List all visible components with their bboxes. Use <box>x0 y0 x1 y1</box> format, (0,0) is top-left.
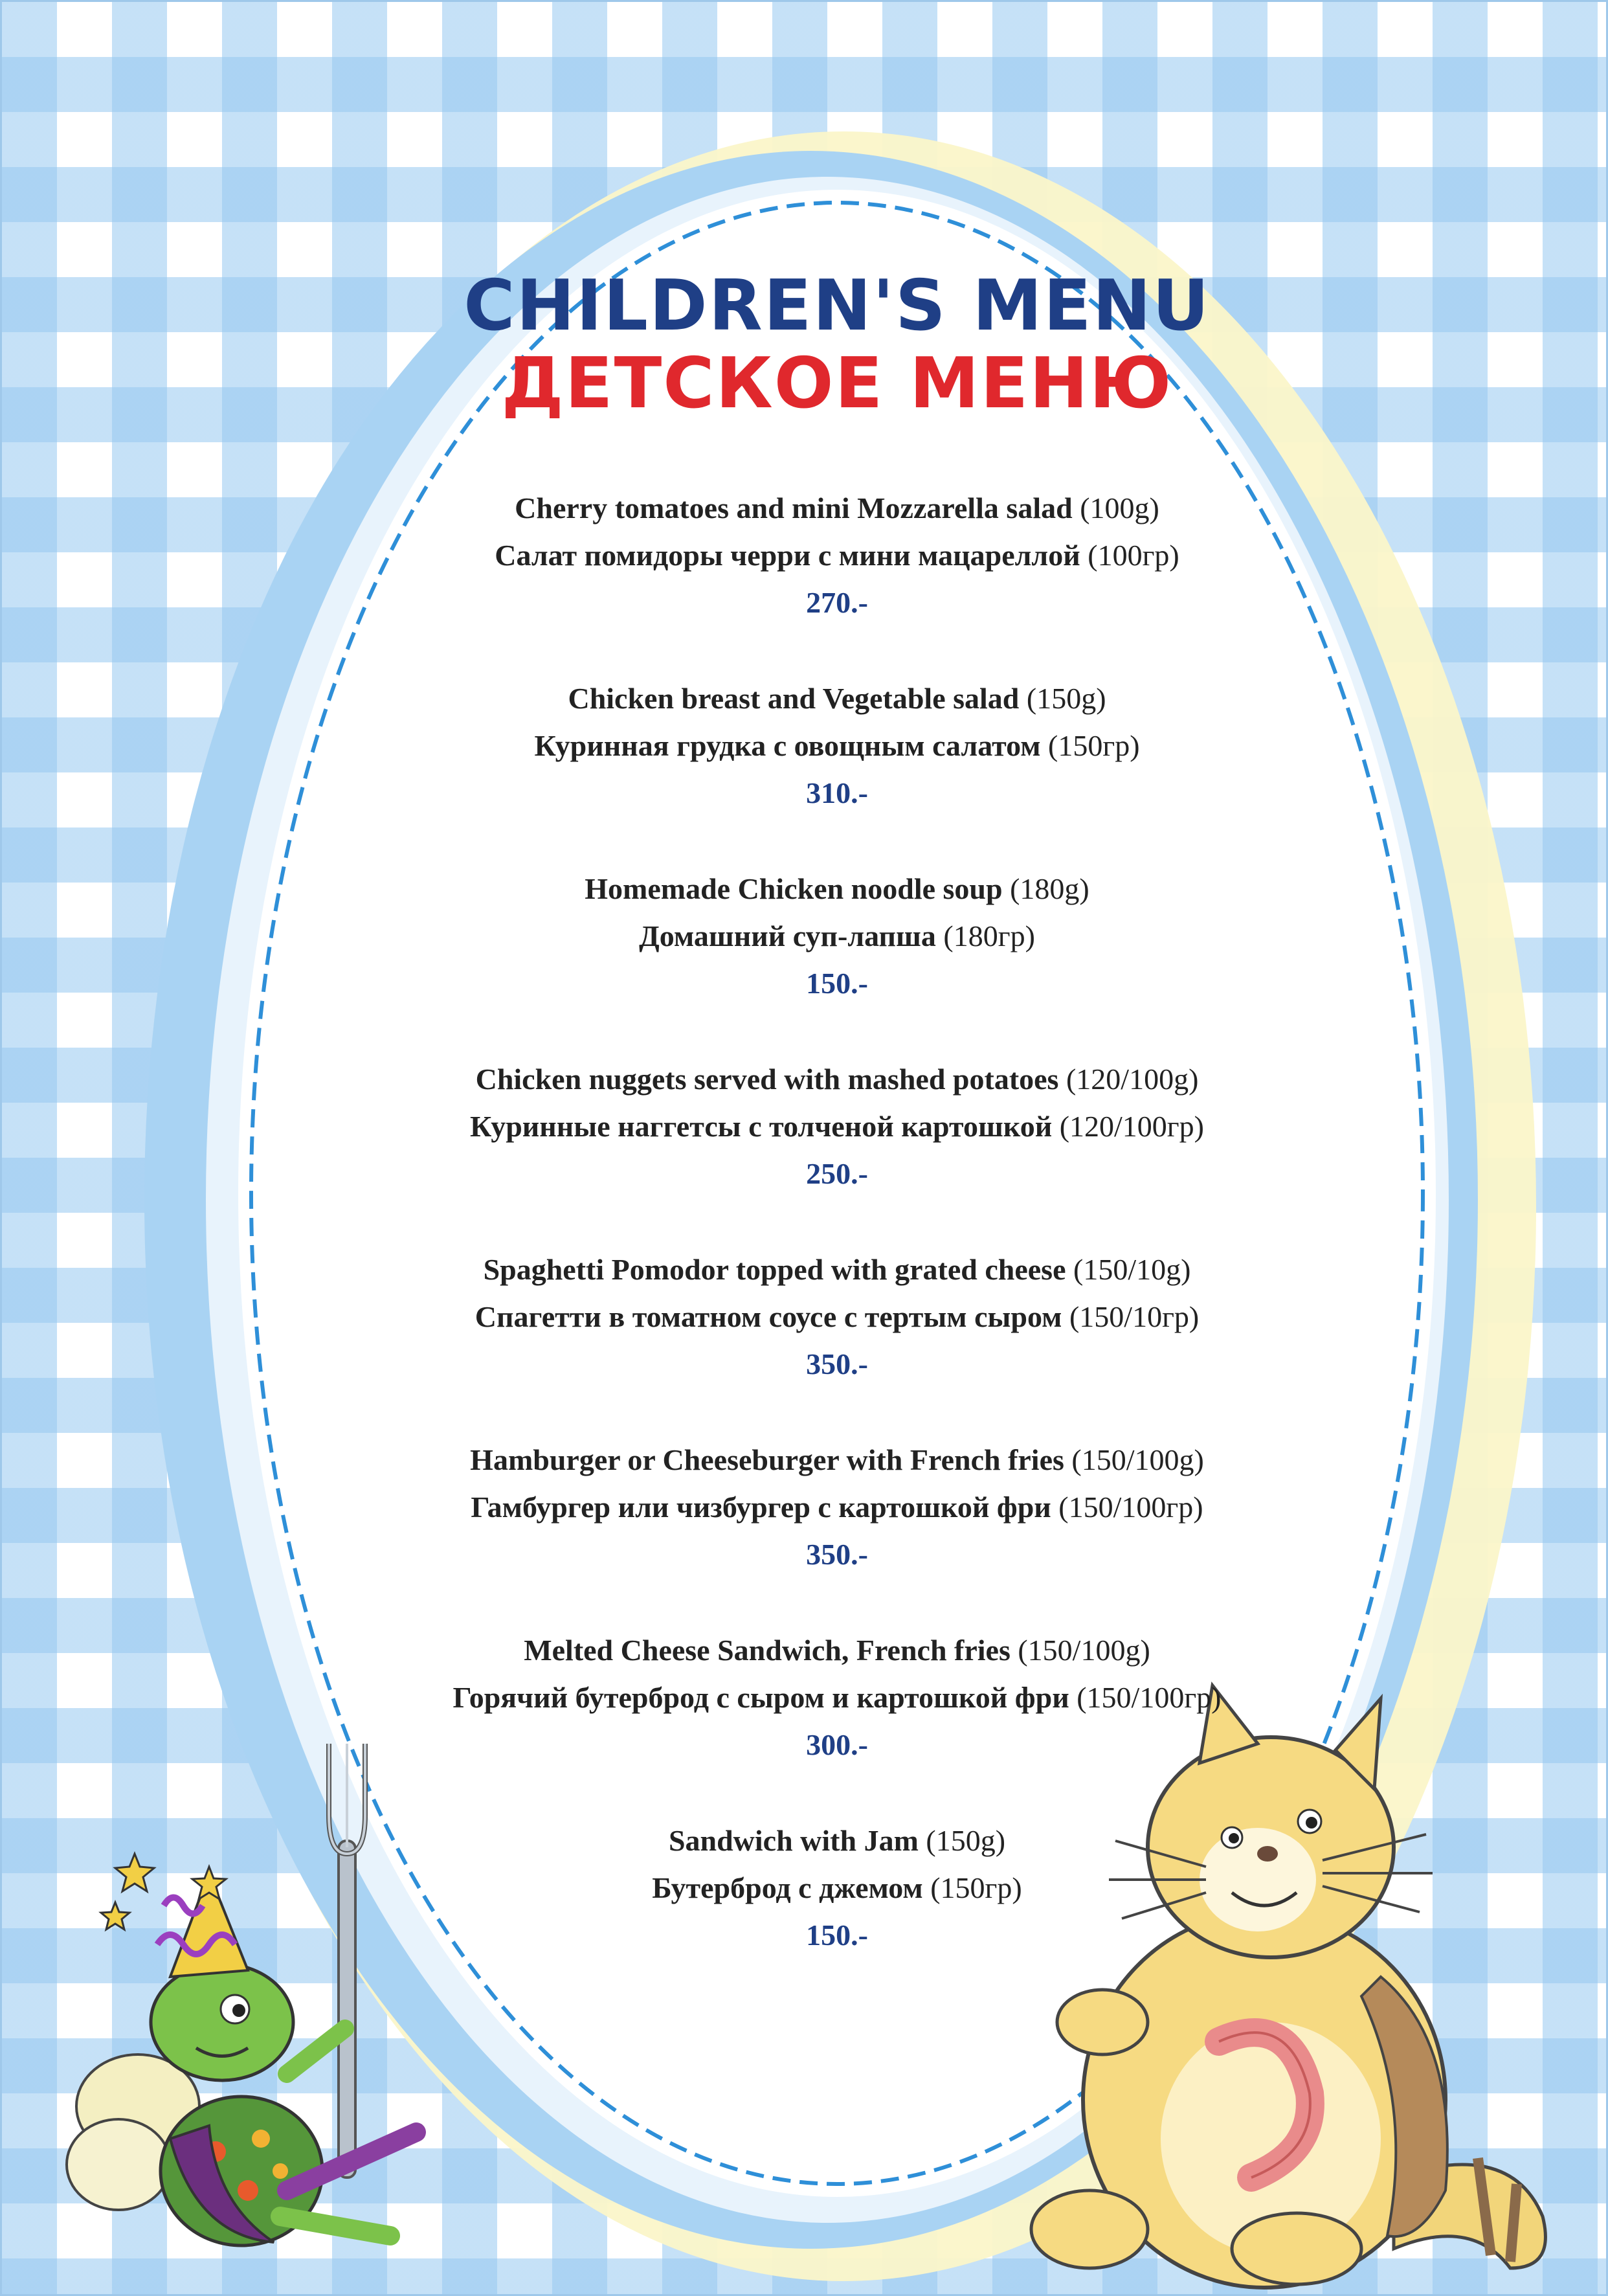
item-weight-en: (150/100g) <box>1071 1443 1204 1476</box>
item-name-en: Chicken nuggets served with mashed potatoes <box>475 1063 1059 1096</box>
item-name-ru: Домашний суп-лапша <box>639 919 936 952</box>
item-price: 150.- <box>806 1919 868 1952</box>
item-english-line <box>326 1246 1348 1293</box>
item-price: 250.- <box>806 1157 868 1190</box>
item-russian-line <box>326 1293 1348 1340</box>
item-name-ru: Бутерброд с джемом <box>652 1871 923 1904</box>
item-russian-line <box>326 1864 1348 1911</box>
menu-item <box>326 675 1348 816</box>
item-price: 270.- <box>806 586 868 619</box>
item-weight-en: (150/100g) <box>1018 1634 1150 1667</box>
item-price: 300.- <box>806 1728 868 1761</box>
menu-item <box>326 484 1348 626</box>
item-russian-line <box>326 1674 1348 1721</box>
menu-item <box>326 1246 1348 1388</box>
item-name-ru: Горячий бутерброд с сыром и картошкой фри <box>452 1681 1069 1714</box>
item-english-line <box>326 1436 1348 1483</box>
menu-content <box>326 267 1348 2007</box>
item-weight-ru: (150/10гр) <box>1069 1300 1200 1333</box>
item-russian-line <box>326 1483 1348 1531</box>
item-weight-ru: (150гр) <box>930 1871 1022 1904</box>
menu-item <box>326 1436 1348 1578</box>
item-weight-en: (150g) <box>926 1824 1006 1857</box>
item-name-en: Hamburger or Cheeseburger with French fries <box>470 1443 1064 1476</box>
item-name-ru: Спагетти в томатном соусе с тертым сыром <box>475 1300 1062 1333</box>
item-weight-ru: (150/100гр) <box>1077 1681 1222 1714</box>
item-weight-ru: (180гр) <box>943 919 1035 952</box>
item-name-en: Chicken breast and Vegetable salad <box>568 682 1020 715</box>
menu-item <box>326 1817 1348 1959</box>
item-russian-line <box>326 912 1348 960</box>
item-price: 350.- <box>806 1538 868 1571</box>
item-name-en: Cherry tomatoes and mini Mozzarella salad <box>515 491 1073 524</box>
item-name-en: Melted Cheese Sandwich, French fries <box>524 1634 1011 1667</box>
item-weight-en: (150g) <box>1026 682 1106 715</box>
item-name-en: Homemade Chicken noodle soup <box>585 872 1003 905</box>
item-price: 310.- <box>806 776 868 809</box>
item-name-ru: Гамбургер или чизбургер с картошкой фри <box>471 1491 1051 1524</box>
item-english-line <box>326 1055 1348 1103</box>
menu-title-english: CHILDREN'S MENU <box>463 265 1211 346</box>
item-weight-ru: (150гр) <box>1048 729 1140 762</box>
menu-title-russian: ДЕТСКОЕ МЕНЮ <box>501 343 1173 424</box>
item-price: 350.- <box>806 1347 868 1380</box>
item-weight-ru: (150/100гр) <box>1058 1491 1203 1524</box>
item-russian-line <box>326 532 1348 579</box>
menu-item <box>326 1055 1348 1197</box>
item-name-en: Sandwich with Jam <box>668 1824 919 1857</box>
item-english-line <box>326 675 1348 722</box>
item-name-en: Spaghetti Pomodor topped with grated cheese <box>483 1253 1066 1286</box>
item-price: 150.- <box>806 967 868 1000</box>
item-russian-line <box>326 1103 1348 1150</box>
item-english-line <box>326 1817 1348 1864</box>
item-russian-line <box>326 722 1348 769</box>
item-weight-en: (120/100g) <box>1066 1063 1199 1096</box>
item-weight-en: (100g) <box>1080 491 1159 524</box>
item-english-line <box>326 484 1348 532</box>
menu-item <box>326 1626 1348 1768</box>
item-weight-ru: (100гр) <box>1088 539 1179 572</box>
item-name-ru: Куринная грудка с овощным салатом <box>534 729 1041 762</box>
item-name-ru: Салат помидоры черри с мини мацареллой <box>495 539 1080 572</box>
item-weight-en: (180g) <box>1010 872 1089 905</box>
item-name-ru: Куринные наггетсы с толченой картошкой <box>470 1110 1053 1143</box>
item-english-line <box>326 865 1348 912</box>
item-weight-en: (150/10g) <box>1073 1253 1191 1286</box>
menu-item <box>326 865 1348 1007</box>
item-weight-ru: (120/100гр) <box>1059 1110 1204 1143</box>
item-english-line <box>326 1626 1348 1674</box>
